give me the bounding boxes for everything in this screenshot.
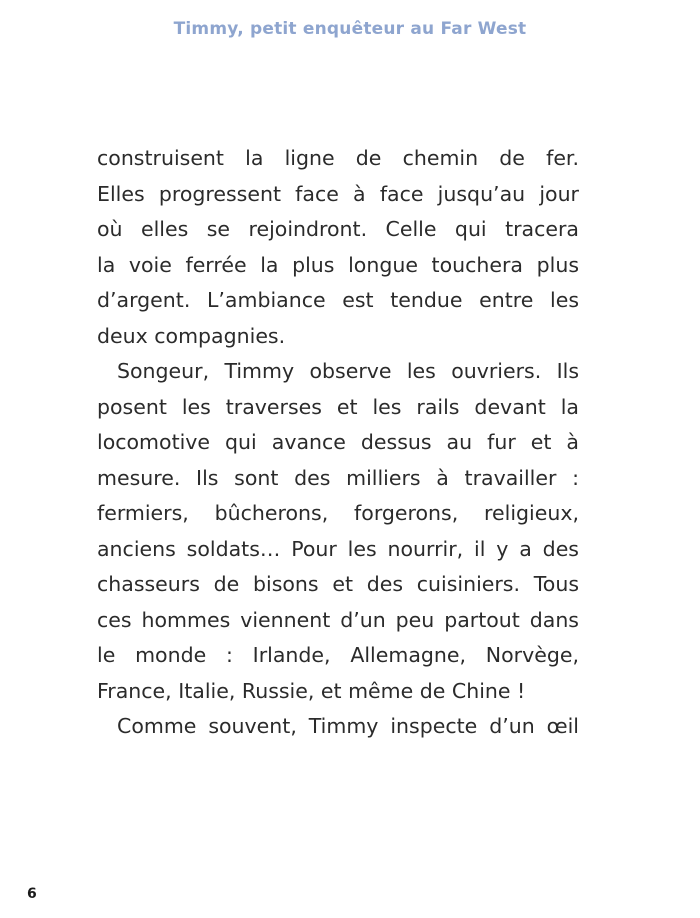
text-line: d’argent. L’ambiance est tendue entre les xyxy=(97,288,579,312)
text-line: chasseurs de bisons et des cuisiniers. Tous xyxy=(97,572,579,596)
text-line: Comme souvent, Timmy inspecte d’un œil xyxy=(117,714,579,738)
text-line: anciens soldats… Pour les nourrir, il y a des xyxy=(97,536,579,561)
text-line: Songeur, Timmy observe les ouvriers. Ils xyxy=(117,359,579,383)
text-line: ces hommes viennent d’un peu partout dans xyxy=(97,607,579,632)
text-line: construisent la ligne de chemin de fer. xyxy=(97,146,579,170)
page-number: 6 xyxy=(27,886,37,902)
text-line: fermiers, bûcherons, forgerons, religieux, xyxy=(97,501,579,525)
running-header-title: Timmy, petit enquêteur au Far West xyxy=(173,19,527,39)
text-line: le monde : Irlande, Allemagne, Norvège, xyxy=(97,643,579,667)
body-text xyxy=(97,141,579,745)
text-line: la voie ferrée la plus longue touchera plus xyxy=(97,252,579,277)
text-line: posent les traverses et les rails devant la xyxy=(97,394,579,419)
text-line: Elles progressent face à face jusqu’au jour xyxy=(97,181,579,206)
text-line: locomotive qui avance dessus au fur et à xyxy=(97,430,579,454)
text-line: deux compagnies. xyxy=(97,323,286,348)
text-line: mesure. Ils sont des milliers à travailler : xyxy=(97,465,579,490)
text-line: où elles se rejoindront. Celle qui tracera xyxy=(97,217,579,241)
text-line: France, Italie, Russie, et même de Chine ! xyxy=(97,678,526,703)
